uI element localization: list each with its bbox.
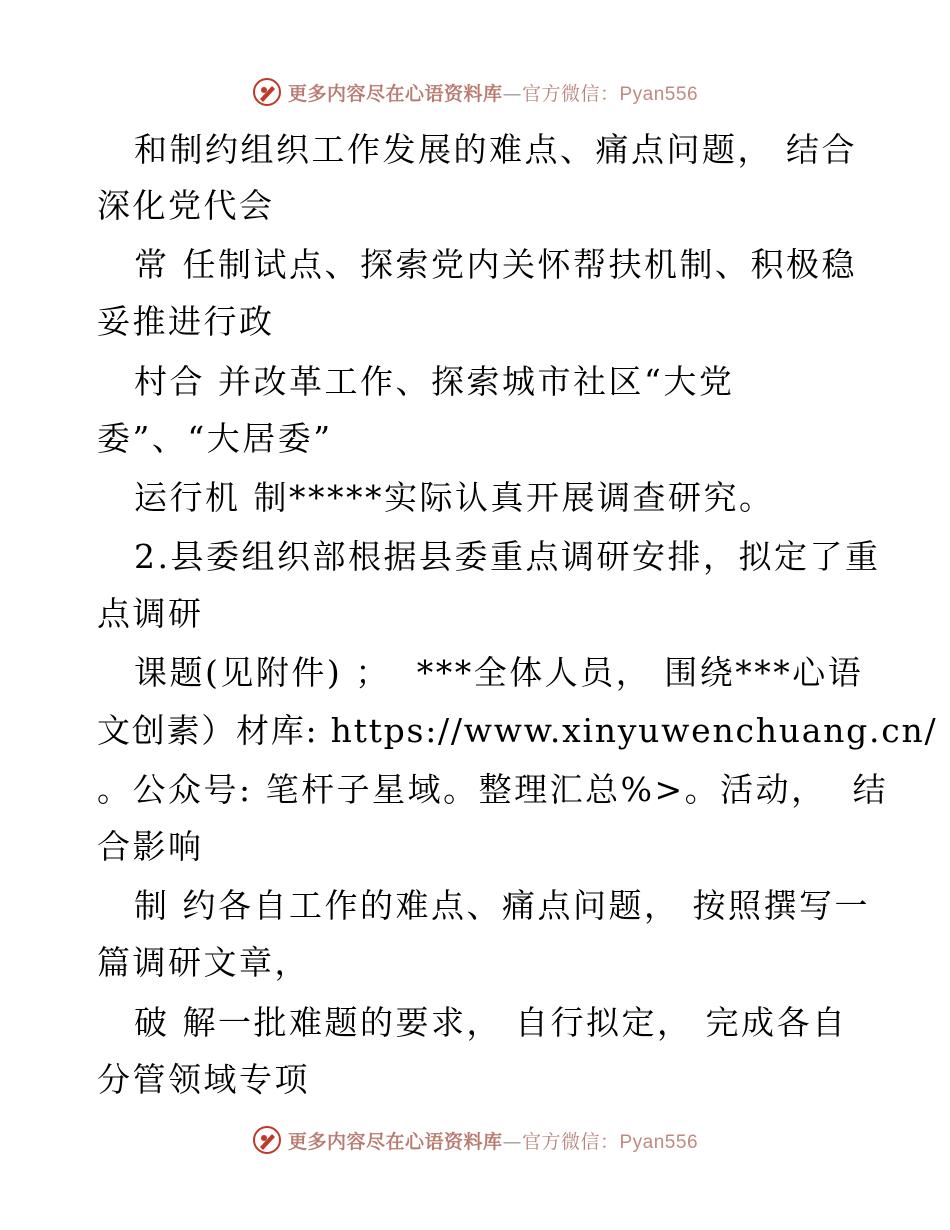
watermark-wechat-label: 官方微信：: [521, 1130, 620, 1153]
watermark-separator: —: [502, 82, 522, 105]
watermark-wechat-id: Pyan556: [619, 1131, 699, 1153]
text-line: 分管领域专项: [97, 1060, 310, 1099]
text-line: 运行机 制*****实际认真开展调查研究。: [134, 478, 775, 517]
watermark-separator: —: [502, 1130, 522, 1153]
text-line: 委”、“大居委”: [97, 419, 333, 458]
text-line: 点调研: [97, 594, 204, 633]
text-line: 文创素）材库: https://www.xinyuwenchuang.cn/: [97, 711, 938, 750]
text-line: 破 解一批难题的要求， 自行拟定， 完成各自: [134, 1003, 848, 1042]
text-line: 深化党代会: [97, 186, 275, 225]
watermark-wechat-label: 官方微信：: [521, 82, 620, 105]
text-line: 常 任制试点、探索党内关怀帮扶机制、积极稳: [134, 245, 857, 284]
text-line: 制 约各自工作的难点、痛点问题， 按照撰写一: [134, 886, 870, 925]
writing-logo-icon: [252, 1125, 282, 1155]
text-line: 村合 并改革工作、探索城市社区“大党: [134, 362, 735, 401]
text-line: 2.县委组织部根据县委重点调研安排，拟定了重: [134, 537, 881, 576]
text-line: 合影响: [97, 827, 204, 866]
footer-watermark: [0, 1120, 950, 1160]
text-line: 妥推进行政: [97, 302, 275, 341]
text-line: 。公众号: 笔杆子星域。整理汇总%>。活动， 结: [97, 770, 889, 809]
text-line: 篇调研文章，: [97, 943, 310, 982]
watermark-text: [288, 1127, 698, 1154]
watermark-main: 更多内容尽在心语资料库: [287, 1130, 503, 1153]
watermark-main: 更多内容尽在心语资料库: [287, 82, 503, 105]
text-line: 和制约组织工作发展的难点、痛点问题， 结合: [134, 130, 857, 169]
text-line: 课题(见附件) ； ***全体人员， 围绕***心语: [134, 653, 864, 692]
watermark-wechat-id: Pyan556: [619, 83, 699, 105]
